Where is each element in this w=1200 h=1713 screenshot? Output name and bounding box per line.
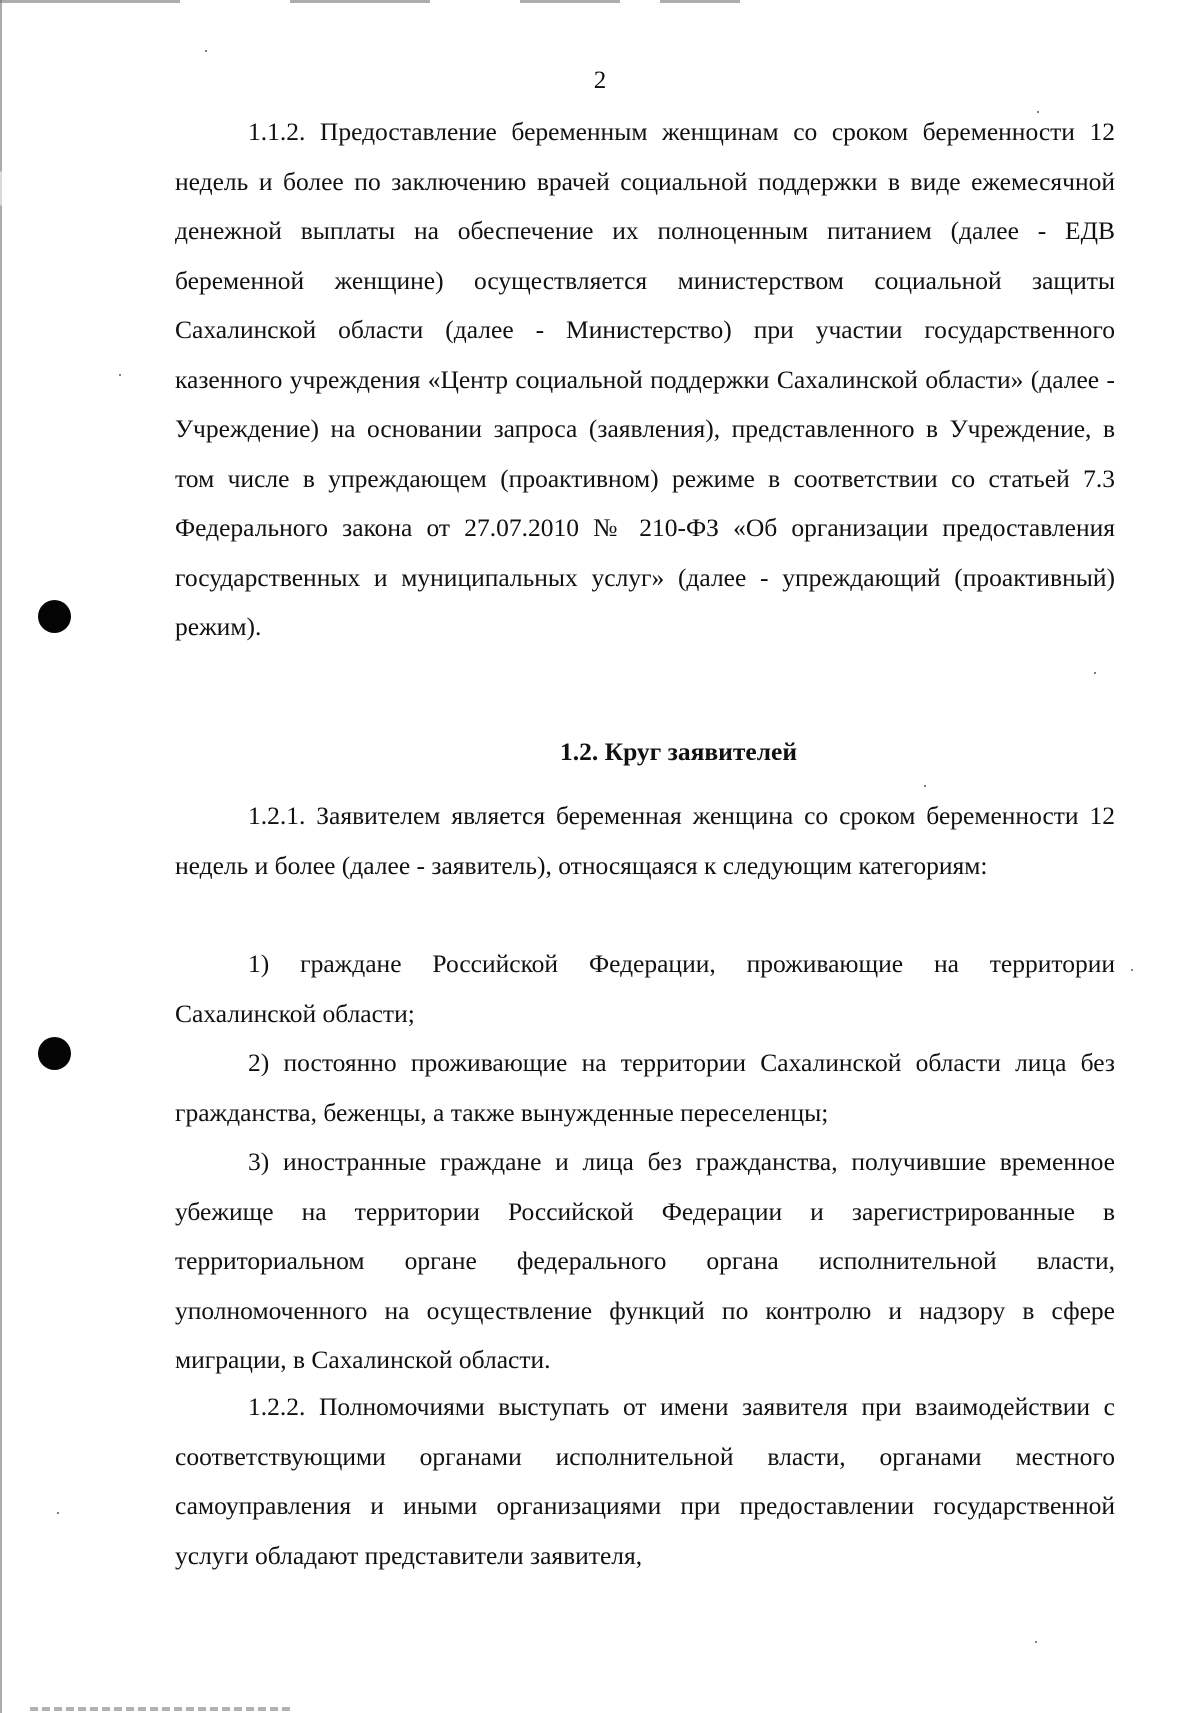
- category-item-2: 2) постоянно проживающие на территории Сахалинской области лица без гражданства, беженцы, а также вынужденные переселенцы;: [175, 1048, 1115, 1127]
- section-heading: 1.2. Круг заявителей: [559, 737, 798, 766]
- scan-bottom-edge: [30, 1707, 290, 1711]
- scan-speck: [924, 785, 926, 787]
- scan-top-edge: [0, 0, 1200, 3]
- scan-speck: [205, 50, 207, 52]
- scan-speck: [57, 1512, 59, 1514]
- scan-speck: [1094, 672, 1096, 674]
- paragraph-1-2-1: 1.2.1. Заявителем является беременная женщина со сроком беременности 12 недель и более (далее - заявитель), относящаяся к следующим категориям:: [175, 801, 1115, 880]
- punch-hole: [38, 1037, 71, 1070]
- paragraph-1-2-2: 1.2.2. Полномочиями выступать от имени заявителя при взаимодействии с соответствующими органами исполнительной власти, органами местного самоуправления и иными организациями при предоставлении государственной услуги обладают представители заявителя,: [175, 1392, 1115, 1570]
- category-item-3: 3) иностранные граждане и лица без гражданства, получившие временное убежище на территории Российской Федерации и зарегистрированные в территориальном органе федерального органа исполнительной власти, уполномоченного на осуществление функций по контролю и надзору в сфере миграции, в Сахалинской области.: [175, 1147, 1115, 1374]
- punch-hole: [38, 600, 71, 633]
- scan-speck: [1035, 1641, 1037, 1643]
- scan-left-edge: [0, 0, 2, 1713]
- paragraph-1-1-2: 1.1.2. Предоставление беременным женщинам со сроком беременности 12 недель и более по заключению врачей социальной поддержки в виде ежемесячной денежной выплаты на обеспечение их полноценным питанием (далее - ЕДВ беременной женщине) осуществляется министерством социальной защиты Сахалинской области (далее - Министерство) при участии государственного казенного учреждения «Центр социальной поддержки Сахалинской области» (далее - Учреждение) на основании запроса (заявления), представленного в Учреждение, в том числе в упреждающем (проактивном) режиме в соответствии со статьей 7.3 Федерального закона от 27.07.2010 № 210-ФЗ «Об организации предоставления государственных и муниципальных услуг» (далее - упреждающий (проактивный) режим).: [175, 117, 1115, 641]
- scan-speck: [119, 374, 121, 376]
- page-number: 2: [593, 67, 607, 94]
- category-item-1: 1) граждане Российской Федерации, проживающие на территории Сахалинской области;: [175, 949, 1115, 1028]
- scan-speck: [1131, 969, 1133, 971]
